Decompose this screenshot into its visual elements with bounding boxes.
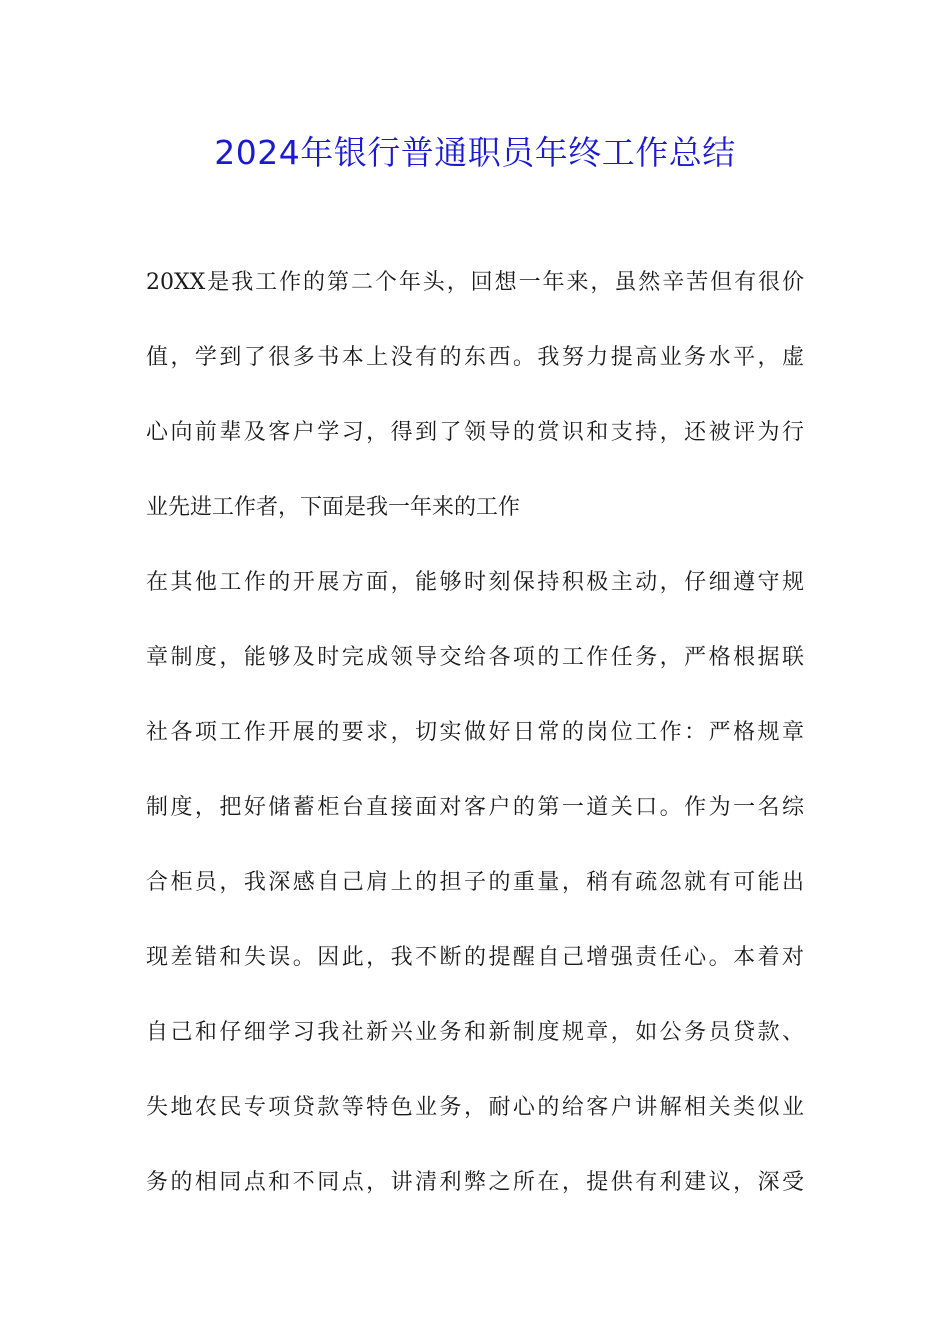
paragraph-line: 20XX是我工作的第二个年头，回想一年来，虽然辛苦但有很价 xyxy=(146,270,804,295)
paragraph-line: 制度，把好储蓄柜台直接面对客户的第一道关口。作为一名综 xyxy=(146,795,804,820)
paragraph-line: 章制度，能够及时完成领导交给各项的工作任务，严格根据联 xyxy=(146,645,804,670)
document-title: 2024年银行普通职员年终工作总结 xyxy=(214,133,736,172)
paragraph-line: 业先进工作者，下面是我一年来的工作 xyxy=(146,495,521,520)
paragraph-line: 自己和仔细学习我社新兴业务和新制度规章，如公务员贷款、 xyxy=(146,1020,804,1045)
paragraph-line: 失地农民专项贷款等特色业务，耐心的给客户讲解相关类似业 xyxy=(146,1095,804,1120)
paragraph-line: 值，学到了很多书本上没有的东西。我努力提高业务水平，虚 xyxy=(146,345,804,370)
paragraph-line: 务的相同点和不同点，讲清利弊之所在，提供有利建议，深受 xyxy=(146,1170,804,1195)
paragraph-line: 在其他工作的开展方面，能够时刻保持积极主动，仔细遵守规 xyxy=(146,570,804,595)
paragraph-line: 社各项工作开展的要求，切实做好日常的岗位工作：严格规章 xyxy=(146,720,804,745)
paragraph-line: 现差错和失误。因此，我不断的提醒自己增强责任心。本着对 xyxy=(146,945,804,970)
paragraph-line: 心向前辈及客户学习，得到了领导的赏识和支持，还被评为行 xyxy=(146,420,804,445)
paragraph-line: 合柜员，我深感自己肩上的担子的重量，稍有疏忽就有可能出 xyxy=(146,870,804,895)
